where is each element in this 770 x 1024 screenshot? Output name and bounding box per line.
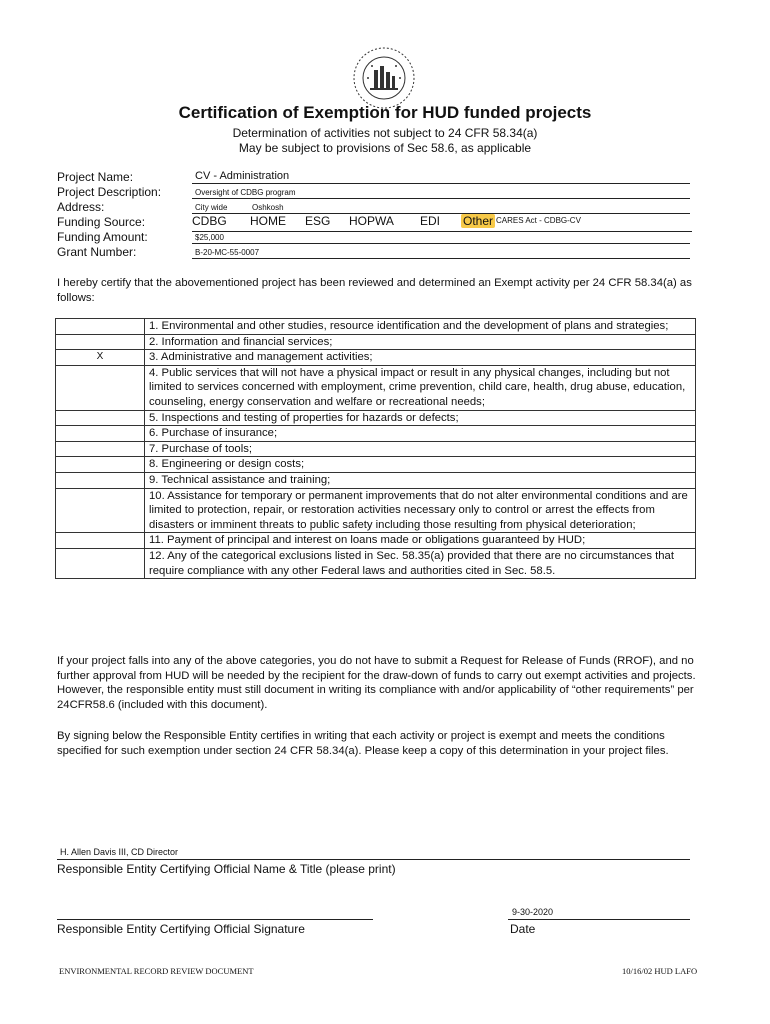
rrof-paragraph: If your project falls into any of the above categories, you do not have to submit a Request for Release of Funds (RROF), and no further approval from HUD will be needed by the recipient for the draw-down of funds to carry out exempt activities and projects. However, the responsible entity must still document in writing its compliance with and/or applicability of “other requirements” per 24CFR58.6 (included with this document). bbox=[57, 655, 696, 711]
category-text: 2. Information and financial services; bbox=[145, 334, 696, 350]
funding-source-label: Funding Source: bbox=[57, 215, 146, 229]
other-funding-value: CARES Act - CDBG-CV bbox=[496, 216, 581, 225]
table-row bbox=[56, 319, 696, 335]
project-description-value: Oversight of CDBG program bbox=[195, 188, 296, 197]
category-text: 5. Inspections and testing of properties for hazards or defects; bbox=[145, 410, 696, 426]
page-title: Certification of Exemption for HUD funded projects bbox=[178, 103, 592, 122]
table-row bbox=[56, 365, 696, 410]
table-row bbox=[56, 426, 696, 442]
project-name-field[interactable] bbox=[192, 168, 690, 184]
category-checkbox[interactable] bbox=[56, 548, 145, 578]
funding-option-home[interactable]: HOME bbox=[250, 214, 286, 228]
category-text: 9. Technical assistance and training; bbox=[145, 472, 696, 488]
signature-label: Responsible Entity Certifying Official Signature bbox=[57, 922, 305, 936]
exempt-activity-table bbox=[55, 318, 696, 579]
category-text: 8. Engineering or design costs; bbox=[145, 457, 696, 473]
subtitle-provisions: May be subject to provisions of Sec 58.6, as applicable bbox=[238, 141, 532, 155]
category-checkbox[interactable] bbox=[56, 334, 145, 350]
project-description-label: Project Description: bbox=[57, 185, 162, 199]
funding-amount-value: $25,000 bbox=[195, 233, 224, 242]
category-text: 12. Any of the categorical exclusions listed in Sec. 58.35(a) provided that there are no circumstances that require compliance with any other Federal laws and authorities cited in Sec. 58.5. bbox=[145, 548, 696, 578]
grant-number-label: Grant Number: bbox=[57, 245, 137, 259]
funding-option-edi[interactable]: EDI bbox=[420, 214, 441, 228]
project-description-field[interactable] bbox=[192, 183, 690, 199]
category-text: 3. Administrative and management activities; bbox=[145, 350, 696, 366]
category-text: 11. Payment of principal and interest on loans made or obligations guaranteed by HUD; bbox=[145, 533, 696, 549]
category-checkbox[interactable] bbox=[56, 365, 145, 410]
category-checkbox[interactable] bbox=[56, 410, 145, 426]
category-checkbox[interactable] bbox=[56, 441, 145, 457]
category-checkbox[interactable] bbox=[56, 457, 145, 473]
category-checkbox[interactable] bbox=[56, 472, 145, 488]
category-checkbox[interactable] bbox=[56, 319, 145, 335]
subtitle-determination: Determination of activities not subject to 24 CFR 58.34(a) bbox=[232, 126, 538, 140]
funding-option-esg[interactable]: ESG bbox=[305, 214, 331, 228]
category-text: 4. Public services that will not have a physical impact or result in any physical changes, including but not limited to services concerned with employment, crime prevention, child care, health, drug abuse, education, counseling, energy conservation and welfare or recreational needs; bbox=[145, 365, 696, 410]
date-line[interactable] bbox=[508, 919, 690, 920]
funding-option-hopwa[interactable]: HOPWA bbox=[349, 214, 394, 228]
category-checkbox[interactable] bbox=[56, 488, 145, 533]
project-name-value: CV - Administration bbox=[195, 170, 290, 182]
official-name-value: H. Allen Davis III, CD Director bbox=[60, 847, 179, 857]
address-label: Address: bbox=[57, 200, 105, 214]
table-row bbox=[56, 488, 696, 533]
table-row bbox=[56, 548, 696, 578]
funding-amount-field[interactable] bbox=[192, 228, 690, 244]
official-name-line[interactable] bbox=[57, 859, 690, 860]
grant-number-value: B-20-MC-55-0007 bbox=[195, 248, 260, 257]
table-row bbox=[56, 457, 696, 473]
funding-option-other[interactable]: Other bbox=[463, 214, 494, 228]
category-checkbox[interactable] bbox=[56, 426, 145, 442]
footer-document-name: ENVIRONMENTAL RECORD REVIEW DOCUMENT bbox=[59, 966, 254, 976]
category-checkbox[interactable] bbox=[56, 533, 145, 549]
category-text: 10. Assistance for temporary or permanent improvements that do not alter environmental conditions and are limited to protection, repair, or restoration activities necessary only to control or arrest the effects from disasters or imminent threats to public safety including those resulting from physical deterioration; bbox=[145, 488, 696, 533]
certify-intro: I hereby certify that the abovementioned project has been reviewed and determined an Exempt activity per 24 CFR 58.34(a) as follows: bbox=[57, 277, 692, 304]
funding-option-cdbg[interactable]: CDBG bbox=[192, 214, 227, 228]
address-line1-value: City wide bbox=[195, 203, 228, 212]
project-name-label: Project Name: bbox=[57, 170, 134, 184]
table-row bbox=[56, 410, 696, 426]
table-row bbox=[56, 472, 696, 488]
date-label: Date bbox=[510, 922, 536, 936]
table-row bbox=[56, 533, 696, 549]
date-value: 9-30-2020 bbox=[512, 907, 554, 917]
category-text: 1. Environmental and other studies, resource identification and the development of plans and strategies; bbox=[145, 319, 696, 335]
grant-number-field[interactable] bbox=[192, 243, 690, 259]
signature-line[interactable] bbox=[57, 919, 373, 920]
address-line2-value: Oshkosh bbox=[252, 203, 284, 212]
category-text: 7. Purchase of tools; bbox=[145, 441, 696, 457]
official-name-label: Responsible Entity Certifying Official Name & Title (please print) bbox=[57, 862, 396, 876]
table-row bbox=[56, 441, 696, 457]
funding-amount-label: Funding Amount: bbox=[57, 230, 148, 244]
footer-version: 10/16/02 HUD LAFO bbox=[622, 966, 698, 976]
table-row bbox=[56, 334, 696, 350]
signing-paragraph: By signing below the Responsible Entity certifies in writing that each activity or project is exempt and meets the conditions specified for such exemption under section 24 CFR 58.34(a). Please keep a copy of this determination in your project files. bbox=[57, 730, 669, 757]
hud-seal-logo bbox=[352, 46, 416, 110]
address-field[interactable] bbox=[192, 198, 690, 214]
category-text: 6. Purchase of insurance; bbox=[145, 426, 696, 442]
category-checkbox[interactable]: X bbox=[56, 350, 145, 366]
table-row bbox=[56, 350, 696, 366]
